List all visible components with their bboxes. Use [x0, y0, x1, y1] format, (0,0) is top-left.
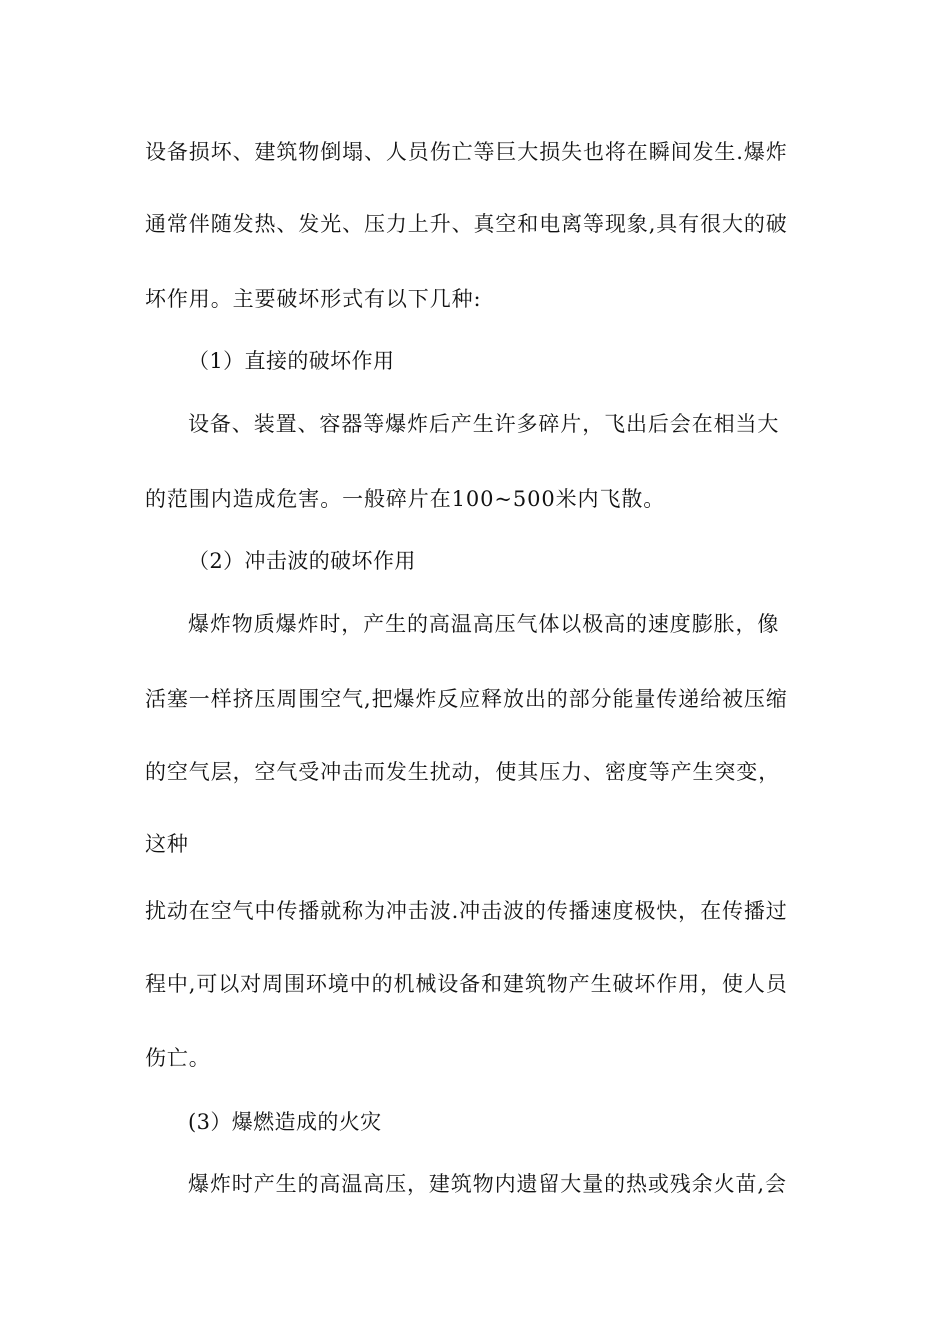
section-heading: （2）冲击波的破坏作用: [188, 549, 416, 573]
paragraph-line: 这种: [145, 832, 189, 856]
paragraph-line: 活塞一样挤压周围空气,把爆炸反应释放出的部分能量传递给被压缩: [145, 687, 788, 711]
paragraph-line: 爆炸时产生的高温高压，建筑物内遗留大量的热或残余火苗,会: [188, 1172, 787, 1196]
paragraph-line: 程中,可以对周围环境中的机械设备和建筑物产生破坏作用，使人员: [145, 972, 788, 996]
paragraph-line: 设备损坏、建筑物倒塌、人员伤亡等巨大损失也将在瞬间发生.爆炸: [145, 140, 788, 164]
section-heading: (3）爆燃造成的火灾: [188, 1110, 382, 1134]
paragraph-line: 设备、装置、容器等爆炸后产生许多碎片，飞出后会在相当大: [188, 412, 780, 436]
paragraph-line: 坏作用。主要破坏形式有以下几种:: [145, 287, 482, 311]
paragraph-line: 的范围内造成危害。一般碎片在100~500米内飞散。: [145, 487, 666, 511]
paragraph-line: 爆炸物质爆炸时，产生的高温高压气体以极高的速度膨胀，像: [188, 612, 780, 636]
paragraph-line: 通常伴随发热、发光、压力上升、真空和电离等现象,具有很大的破: [145, 212, 788, 236]
section-heading: （1）直接的破坏作用: [188, 349, 395, 373]
paragraph-line: 扰动在空气中传播就称为冲击波.冲击波的传播速度极快，在传播过: [145, 899, 788, 923]
paragraph-line: 伤亡。: [145, 1046, 211, 1070]
paragraph-line: 的空气层，空气受冲击而发生扰动，使其压力、密度等产生突变，: [145, 760, 781, 784]
